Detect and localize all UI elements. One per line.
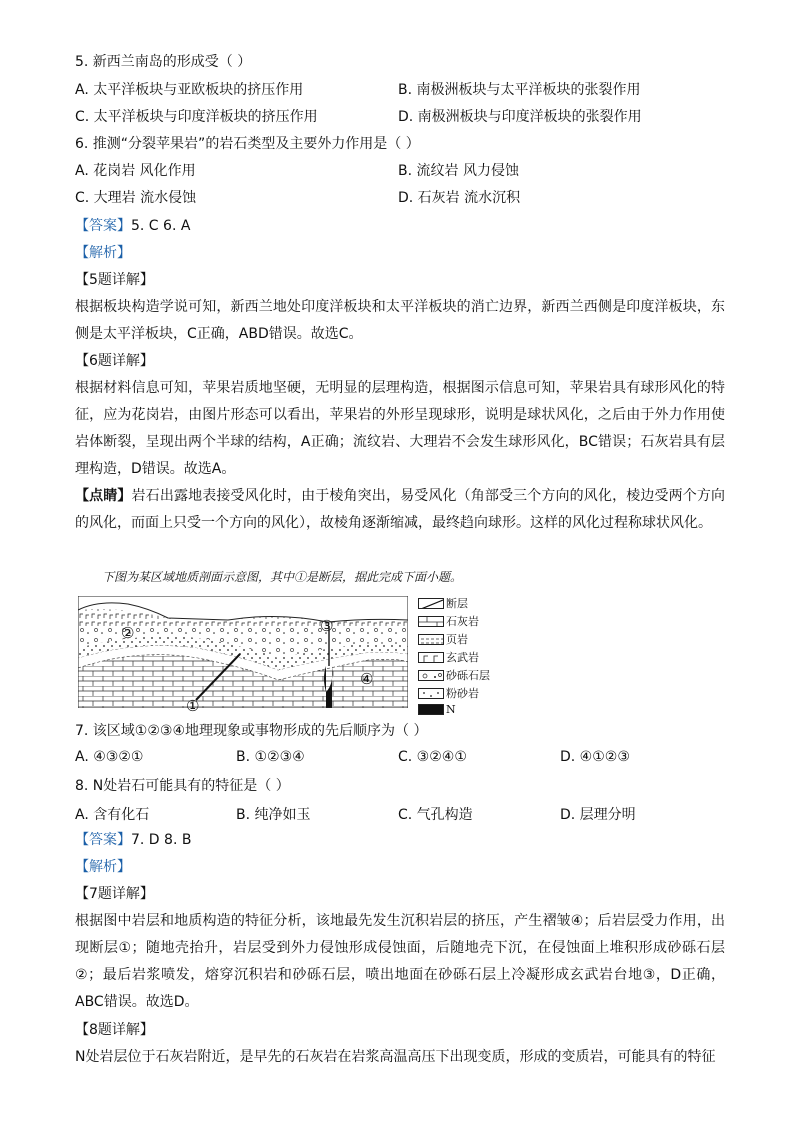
figure-caption: 下图为某区域地质剖面示意图，其中①是断层，据此完成下面小题。	[102, 570, 463, 584]
q7-option-d: D. ④①②③	[560, 749, 630, 765]
legend-siltstone-swatch	[418, 688, 444, 699]
legend-gravel-swatch	[418, 670, 444, 681]
detail-8-tag: 【8题详解】	[75, 1022, 154, 1038]
legend-n: N	[418, 703, 456, 716]
q5-option-d: D. 南极洲板块与印度洋板块的张裂作用	[398, 109, 642, 125]
q6-stem: 6. 推测“分裂苹果岩”的岩石类型及主要外力作用是（ ）	[75, 136, 420, 152]
detail-8-text: N处岩层位于石灰岩附近，是早先的石灰岩在岩浆高温高压下出现变质，形成的变质岩，可能具有的特征	[75, 1049, 716, 1065]
q8-option-a: A. 含有化石	[75, 807, 150, 823]
geologic-cross-section	[78, 596, 408, 708]
legend-shale: 页岩	[418, 631, 468, 647]
q6-option-d: D. 石灰岩 流水沉积	[398, 190, 521, 206]
analysis-tag: 【解析】	[75, 245, 131, 261]
answer-line-1	[75, 217, 190, 235]
detail-5-text: 根据板块构造学说可知，新西兰地处印度洋板块和太平洋板块的消亡边界，新西兰西侧是印度洋板块，东侧是太平洋板块，C正确，ABD错误。故选C。	[75, 299, 725, 342]
q6-option-a: A. 花岗岩 风化作用	[75, 163, 196, 179]
legend-limestone-swatch	[418, 616, 444, 627]
dianjing-tag: 【点睛】	[75, 488, 132, 504]
answer-text-2: 7. D 8. B	[131, 832, 192, 848]
legend-limestone: 石灰岩	[418, 613, 479, 629]
q5-stem: 5. 新西兰南岛的形成受（ ）	[75, 54, 252, 70]
label-4: ④	[360, 670, 374, 688]
detail-7-tag: 【7题详解】	[75, 886, 154, 902]
answer-tag-2: 【答案】	[75, 832, 131, 848]
analysis-tag-2: 【解析】	[75, 859, 131, 875]
answer-tag: 【答案】	[75, 218, 131, 234]
answer-line-2	[75, 831, 191, 849]
legend-siltstone: 粉砂岩	[418, 685, 479, 701]
q7-option-b: B. ①②③④	[236, 749, 305, 765]
q7-stem: 7. 该区域①②③④地理现象或事物形成的先后顺序为（ ）	[75, 723, 428, 739]
legend-fault-swatch	[418, 598, 444, 609]
label-2: ②	[121, 624, 135, 642]
q8-option-c: C. 气孔构造	[398, 807, 473, 823]
detail-6-tag: 【6题详解】	[75, 353, 154, 369]
answer-text: 5. C 6. A	[131, 218, 191, 234]
detail-5-tag: 【5题详解】	[75, 272, 154, 288]
legend-fault: 断层	[418, 595, 468, 611]
q8-option-d: D. 层理分明	[560, 807, 636, 823]
dianjing-block	[75, 483, 725, 537]
q8-stem: 8. N处岩石可能具有的特征是（ ）	[75, 778, 290, 794]
q7-option-c: C. ③②④①	[398, 749, 467, 765]
q6-option-b: B. 流纹岩 风力侵蚀	[398, 163, 519, 179]
label-3: ③	[320, 617, 334, 635]
detail-7-text: 根据图中岩层和地质构造的特征分析，该地最先发生沉积岩层的挤压，产生褶皱④；后岩层受力作用，出现断层①；随地壳抬升，岩层受到外力侵蚀形成侵蚀面，后随地壳下沉，在侵蚀面上堆积形成砂砾石层②；最后岩浆喷发，熔穿沉积岩和砂砾石层，喷出地面在砂砾石层上冷凝形成玄武岩台地③，D正确，ABC错误。故选D。	[75, 913, 725, 1010]
q5-option-b: B. 南极洲板块与太平洋板块的张裂作用	[398, 82, 641, 98]
legend-basalt: 玄武岩	[418, 649, 479, 665]
q6-option-c: C. 大理岩 流水侵蚀	[75, 190, 197, 206]
q5-option-a: A. 太平洋板块与亚欧板块的挤压作用	[75, 82, 304, 98]
q8-option-b: B. 纯净如玉	[236, 807, 311, 823]
legend-basalt-swatch	[418, 652, 444, 663]
q7-option-a: A. ④③②①	[75, 749, 144, 765]
detail-6-text: 根据材料信息可知，苹果岩质地坚硬，无明显的层理构造，根据图示信息可知，苹果岩具有球形风化的特征，应为花岗岩，由图片形态可以看出，苹果岩的外形呈现球形，说明是球状风化，之后由于外力作用使岩体断裂，呈现出两个半球的结构，A正确；流纹岩、大理岩不会发生球形风化，BC错误；石灰岩具有层理构造，D错误。故选A。	[75, 380, 725, 477]
label-1: ①	[186, 697, 200, 715]
legend-n-swatch	[418, 704, 444, 715]
legend-shale-swatch	[418, 634, 444, 645]
legend-gravel: 砂砾石层	[418, 667, 490, 683]
q5-option-c: C. 太平洋板块与印度洋板块的挤压作用	[75, 109, 318, 125]
dianjing-text: 岩石出露地表接受风化时，由于棱角突出，易受风化（角部受三个方向的风化，棱边受两个方向的风化，而面上只受一个方向的风化），故棱角逐渐缩减，最终趋向球形。这样的风化过程称球状风化。	[75, 488, 726, 531]
